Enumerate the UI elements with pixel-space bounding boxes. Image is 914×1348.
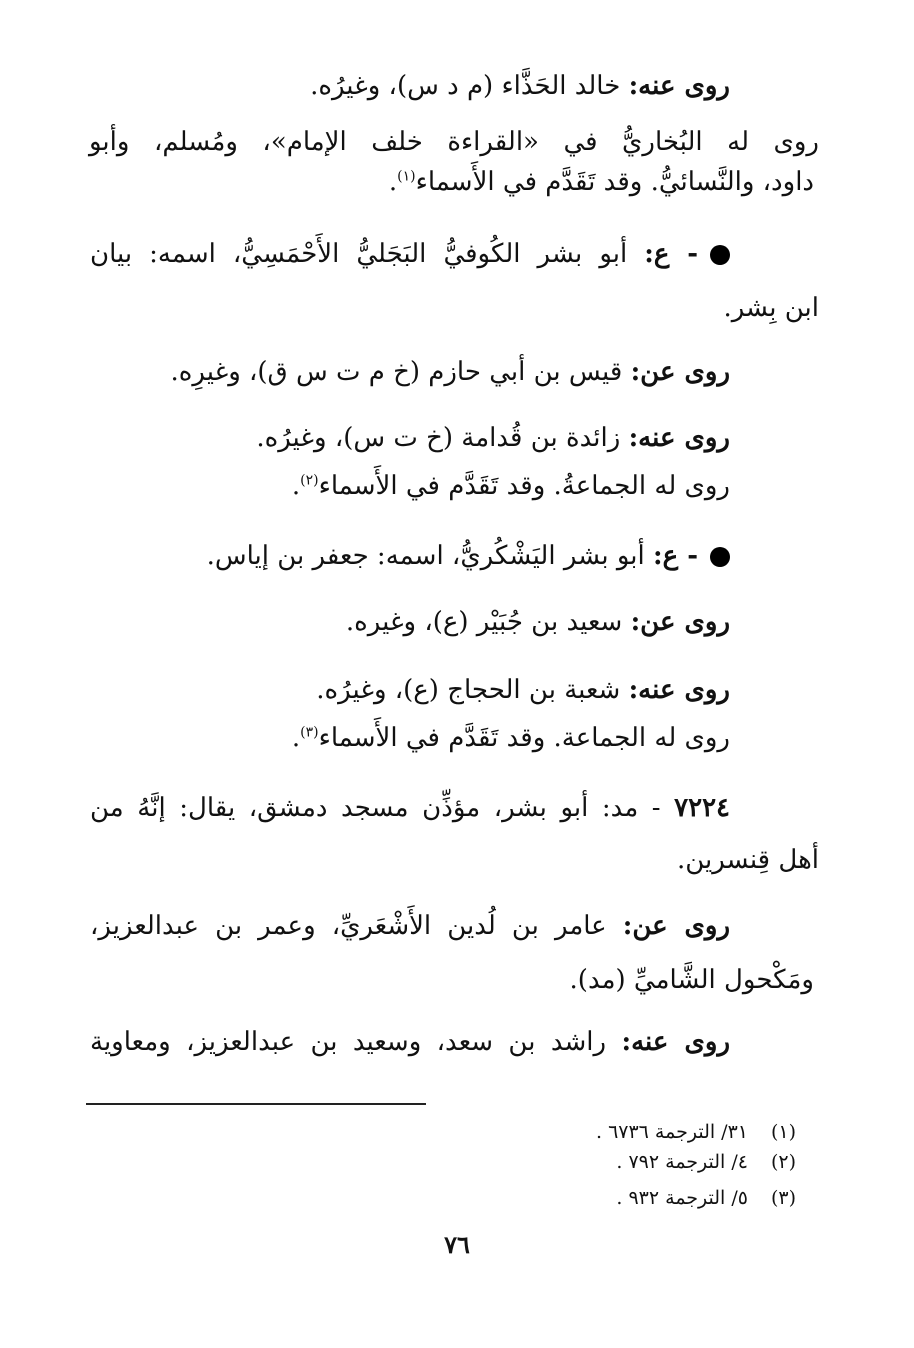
line-text: راشد بن سعد، وسعيد بن عبدالعزيز، ومعاوية: [90, 1027, 607, 1057]
footnote-text: ٣١/ الترجمة ٦٧٣٦ .: [595, 1121, 748, 1143]
footnote-mark: (١): [770, 1121, 796, 1143]
line-narrated-by: روى له البُخاريُّ في «القراءة خلف الإمام»، ومُسلم، وأبو: [89, 127, 819, 157]
line-narrated-from: [90, 906, 730, 946]
line-text: شعبة بن الحجاج (ع)، وغيرُه.: [316, 675, 621, 705]
entry-abu-bishr-yashkuri: [90, 536, 730, 576]
entry-continuation: أهل قِنسرين.: [677, 845, 819, 875]
line-end: .: [291, 471, 301, 501]
line-narrated-from-him: [90, 418, 730, 458]
entry-text: أبو بشر الكُوفيُّ البَجَليُّ الأَحْمَسِيُّ، اسمه: بيان: [90, 239, 628, 269]
line-end: .: [388, 167, 398, 197]
line-text: عامر بن لُدين الأَشْعَريِّ، وعمر بن عبدالعزيز،: [90, 911, 607, 941]
footnote-mark: (٢): [770, 1151, 796, 1173]
label-narrated-from-him: روى عنه:: [628, 71, 730, 101]
entry-continuation: ابن بِشر.: [723, 293, 819, 323]
label-narrated-from: روى عن:: [630, 607, 730, 637]
line-previously-mentioned: [90, 466, 730, 506]
line-text: روى له الجماعةُ. وقد تَقَدَّم في الأَسماء: [318, 471, 730, 501]
line-narrated-from-him: [90, 670, 730, 710]
footnote-divider: [86, 1103, 426, 1105]
entry-7224: [90, 788, 730, 828]
line-text: سعيد بن جُبَيْر (ع)، وغيره.: [345, 607, 623, 637]
label-narrated-from: روى عن:: [630, 357, 730, 387]
bullet-icon: [710, 245, 730, 265]
line-narrated-from: [90, 352, 730, 392]
footnote-2: [436, 1148, 796, 1176]
line-text: قيس بن أبي حازم (خ م ت س ق)، وغيرِه.: [170, 357, 623, 387]
footnote-1: [436, 1118, 796, 1146]
line-text: زائدة بن قُدامة (خ ت س)، وغيرُه.: [256, 423, 621, 453]
line-text: روى له الجماعة. وقد تَقَدَّم في الأَسماء: [318, 723, 730, 753]
line-narrated-from-him: [90, 1022, 730, 1062]
footnote-3: [436, 1184, 796, 1212]
line-previously-mentioned: [90, 718, 730, 758]
entry-mark: - ع:: [653, 541, 698, 571]
label-narrated-from-him: روى عنه:: [621, 1027, 731, 1057]
footnote-ref: (٢): [300, 472, 319, 489]
bullet-icon: [710, 547, 730, 567]
label-narrated-from-him: روى عنه:: [628, 423, 730, 453]
footnote-mark: (٣): [770, 1187, 796, 1209]
line-previously-mentioned: [194, 162, 814, 202]
footnote-text: ٤/ الترجمة ٧٩٢ .: [616, 1151, 748, 1173]
line-continuation: ومَكْحول الشَّاميِّ (مد).: [569, 965, 814, 995]
entry-text: - مد: أبو بشر، مؤذِّن مسجد دمشق، يقال: إنَّهُ من: [90, 793, 661, 823]
line-end: .: [291, 723, 301, 753]
entry-abu-bishr-kufi: [90, 234, 730, 274]
footnote-ref: (٣): [300, 724, 319, 741]
label-narrated-from: روى عن:: [622, 911, 731, 941]
label-narrated-from-him: روى عنه:: [628, 675, 730, 705]
entry-number: ٧٢٢٤: [674, 793, 731, 823]
line-narrated-from-him: [90, 66, 730, 106]
line-text: داود، والنَّسائيُّ. وقد تَقَدَّم في الأَسماء: [415, 167, 814, 197]
page-number: ٧٦: [444, 1230, 470, 1259]
entry-mark: - ع:: [644, 239, 699, 269]
entry-text: أبو بشر اليَشْكُريُّ، اسمه: جعفر بن إياس.: [206, 541, 645, 571]
line-text: خالد الحَذَّاء (م د س)، وغيرُه.: [310, 71, 621, 101]
line-narrated-from: [90, 602, 730, 642]
footnote-ref: (١): [397, 168, 416, 185]
footnote-text: ٥/ الترجمة ٩٣٢ .: [616, 1187, 748, 1209]
